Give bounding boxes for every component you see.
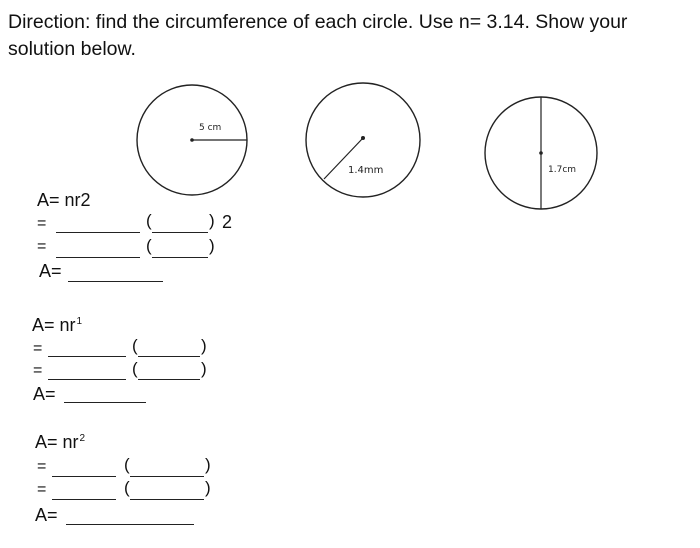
problem-1-formula: A= nr2	[37, 190, 91, 210]
problem-1-result-blank[interactable]	[68, 281, 163, 282]
problem-2-blank-1[interactable]	[48, 356, 126, 357]
direction-line-1: Direction: find the circumference of each circle. Use n= 3.14. Show your	[8, 11, 628, 33]
problem-2-eq-2: =	[33, 362, 43, 379]
problem-3-formula-superscript: 2	[79, 433, 86, 444]
problem-1-paren-close-2: )	[209, 236, 215, 255]
circle-1-center	[190, 138, 194, 142]
problem-3-paren-open-2: (	[124, 478, 130, 497]
problem-1-exponent: 2	[222, 212, 233, 232]
circle-3-label: 1.7cm	[548, 165, 577, 175]
direction-line-2: solution below.	[8, 38, 136, 60]
problem-3-paren-open-1: (	[124, 455, 130, 474]
problem-1-paren-close-1: )	[209, 211, 215, 230]
problem-1-blank-2[interactable]	[56, 257, 140, 258]
problem-2-paren-blank-2[interactable]	[138, 379, 200, 380]
problem-3-blank-1[interactable]	[52, 476, 116, 477]
problem-3-result-label: A=	[35, 505, 58, 525]
problem-2-formula-superscript: 1	[76, 316, 83, 327]
problem-1-blank-1[interactable]	[56, 232, 140, 233]
problem-2-result-label: A=	[33, 384, 56, 404]
problem-2-blank-2[interactable]	[48, 379, 126, 380]
problem-1-eq-2: =	[37, 238, 47, 255]
problem-2-paren-open-2: (	[132, 359, 138, 378]
problem-1-paren-blank-2[interactable]	[152, 257, 208, 258]
circle-2-center	[361, 136, 365, 140]
problem-1-eq-1: =	[37, 215, 47, 232]
problem-2-paren-blank-1[interactable]	[138, 356, 200, 357]
circle-2-label: 1.4mm	[348, 165, 384, 176]
problem-2-paren-close-1: )	[201, 336, 207, 355]
problem-2-paren-open-1: (	[132, 336, 138, 355]
problem-1-paren-open-2: (	[146, 236, 152, 255]
circle-3-center	[539, 151, 543, 155]
circle-1-label: 5 cm	[199, 123, 222, 133]
problem-1-paren-open-1: (	[146, 211, 152, 230]
problem-1-result-label: A=	[39, 261, 62, 281]
problem-2-formula: $A= nr^1$	[32, 315, 83, 335]
problem-3-eq-1: =	[37, 458, 47, 475]
problem-2-result-blank[interactable]	[64, 402, 146, 403]
problem-3-paren-close-1: )	[205, 455, 211, 474]
problem-3-paren-blank-2[interactable]	[130, 499, 204, 500]
problem-3-paren-blank-1[interactable]	[130, 476, 204, 477]
problem-3-eq-2: =	[37, 481, 47, 498]
problem-2-paren-close-2: )	[201, 359, 207, 378]
problem-1-paren-blank-1[interactable]	[152, 232, 208, 233]
problem-3-formula: $A= nr^2$	[35, 432, 86, 452]
problem-2-eq-1: =	[33, 340, 43, 357]
problem-3-result-blank[interactable]	[66, 524, 194, 525]
problem-3-paren-close-2: )	[205, 478, 211, 497]
problem-3-blank-2[interactable]	[52, 499, 116, 500]
